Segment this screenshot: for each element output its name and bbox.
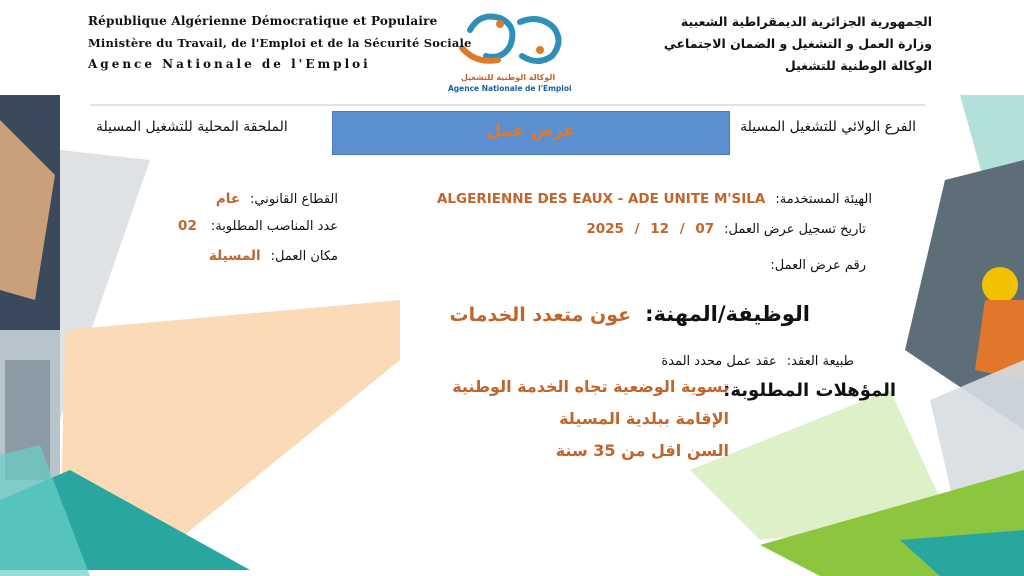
regional-branch: الفرع الولائي للتشغيل المسيلة [740, 119, 916, 135]
header-ar-ministry: وزارة العمل و التشغيل و الضمان الاجتماعي [663, 36, 932, 51]
contract-row [661, 354, 854, 369]
date-label: تاريخ تسجيل عرض العمل: [724, 222, 866, 237]
job-label: الوظيفة/المهنة: [645, 302, 810, 326]
header-ar-agency: الوكالة الوطنية للتشغيل [784, 58, 932, 73]
offer-number-row [770, 254, 866, 273]
positions-value: 02 [178, 218, 197, 234]
header-fr-agency: Agence Nationale de l'Emploi [88, 57, 371, 71]
location-row [209, 248, 338, 264]
location-value: المسيلة [208, 248, 261, 264]
sector-value: عام [215, 191, 241, 207]
logo-text-fr: Agence Nationale de l'Emploi [448, 84, 572, 93]
anem-logo-icon [462, 17, 559, 62]
local-annex: الملحقة المحلية للتشغيل المسيلة [96, 119, 288, 135]
header-ar-republic: الجمهورية الجزائرية الديمقراطية الشعبية [680, 14, 932, 29]
job-row [450, 302, 810, 326]
offer-number-label: رقم عرض العمل: [770, 258, 866, 273]
employer-value: ALGERIENNE DES EAUX - ADE UNITE M'SILA [436, 191, 766, 207]
header-fr-republic: République Algérienne Démocratique et Populaire [88, 14, 438, 28]
offer-banner [332, 111, 730, 155]
qualifications-label: المؤهلات المطلوبة: [723, 380, 896, 401]
location-label: مكان العمل: [270, 249, 338, 264]
sector-row [216, 191, 338, 207]
qualification-item: الإقامة ببلدية المسيلة [559, 409, 729, 428]
qualification-item: تسوية الوضعية تجاه الخدمة الوطنية [452, 377, 729, 396]
job-value: عون متعدد الخدمات [449, 304, 632, 326]
employer-row [437, 191, 872, 207]
contract-value: عقد عمل محدد المدة [661, 354, 777, 369]
worker-helmet [982, 267, 1018, 303]
contract-label: طبيعة العقد: [786, 354, 854, 369]
date-row [586, 221, 866, 237]
date-value: 2025 / 12 / 07 [586, 221, 715, 237]
sector-label: القطاع القانوني: [250, 192, 338, 207]
positions-row [178, 218, 338, 234]
positions-label: عدد المناصب المطلوبة: [210, 219, 338, 234]
qualification-item: السن اقل من 35 سنة [555, 441, 729, 460]
header-fr-ministry: Ministère du Travail, de l'Emploi et de la Sécurité Sociale [88, 36, 472, 50]
offer-title: عرض عمل [486, 121, 576, 141]
logo-text-ar: الوكالة الوطنية للتشغيل [460, 73, 556, 82]
employer-label: الهيئة المستخدمة: [775, 192, 872, 207]
